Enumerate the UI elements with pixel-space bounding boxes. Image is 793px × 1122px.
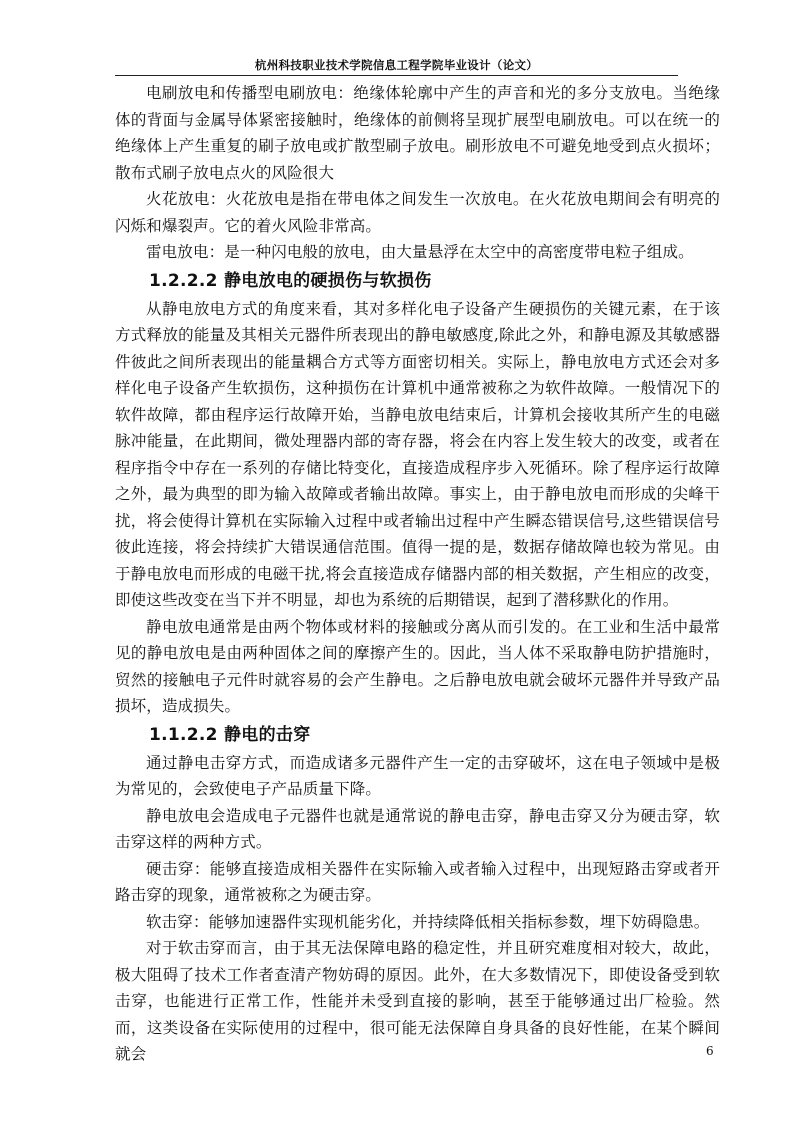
document-header: 杭州科技职业技术学院信息工程学院毕业设计（论文） <box>254 58 539 72</box>
paragraph-soft-breakdown: 软击穿：能够加速器件实现机能劣化，并持续降低相关指标参数，埋下妨碍隐患。 <box>146 912 710 931</box>
page-number: 6 <box>706 1044 714 1058</box>
section-heading-breakdown: 1.1.2.2 静电的击穿 <box>149 724 311 745</box>
paragraph-lightning-discharge: 雷电放电：是一种闪电般的放电，由大量悬浮在太空中的高密度带电粒子组成。 <box>146 243 694 261</box>
paragraph-soft-breakdown-detail: 对于软击穿而言，由于其无法保障电路的稳定性，并且研究难度相对较大，故此，极大阻碍了技术工作者查清产物妨碍的原因。此外，在大多数情况下，即使设备受到软击穿，也能进行正常工作，性能并未受到直接的影响，甚至于能够通过出厂检验。然而，这类设备在实际使用的过程中，很可能无法保障自身具备的良好性能，在某个瞬间就会 <box>115 939 720 1063</box>
paragraph-hard-breakdown: 硬击穿：能够直接造成相关器件在实际输入或者输入过程中，出现短路击穿或者开路击穿的现象，通常被称之为硬击穿。 <box>115 859 720 904</box>
document-body <box>115 80 720 1068</box>
paragraph-breakdown-intro: 通过静电击穿方式，而造成诸多元器件产生一定的击穿破坏，这在电子领域中是极为常见的，会致使电子产品质量下降。 <box>115 753 720 798</box>
paragraph-brush-discharge: 电刷放电和传播型电刷放电：绝缘体轮廓中产生的声音和光的多分支放电。当绝缘体的背面与金属导体紧密接触时，绝缘体的前侧将呈现扩展型电刷放电。可以在统一的绝缘体上产生重复的刷子放电或扩散型刷子放电。刷形放电不可避免地受到点火损坏；散布式刷子放电点火的风险很大 <box>115 84 720 182</box>
header-rule <box>115 75 678 76</box>
paragraph-breakdown-types: 静电放电会造成电子元器件也就是通常说的静电击穿，静电击穿又分为硬击穿，软击穿这样的两种方式。 <box>115 806 720 851</box>
section-heading-hard-soft-damage: 1.2.2.2 静电放电的硬损伤与软损伤 <box>149 270 432 291</box>
paragraph-hard-soft-damage: 从静电放电方式的角度来看，其对多样化电子设备产生硬损伤的关键元素，在于该方式释放的能量及其相关元器件所表现出的静电敏感度,除此之外，和静电源及其敏感器件彼此之间所表现出的能量耦合方式等方面密切相关。实际上，静电放电方式还会对多样化电子设备产生软损伤，这种损伤在计算机中通常被称之为软件故障。一般情况下的软件故障，都由程序运行故障开始，当静电放电结束后，计算机会接收其所产生的电磁脉冲能量，在此期间，微处理器内部的寄存器，将会在内容上发生较大的改变，或者在程序指令中存在一系列的存储比特变化，直接造成程序步入死循环。除了程序运行故障之外，最为典型的即为输入故障或者输出故障。事实上，由于静电放电而形成的尖峰干扰，将会使得计算机在实际输入过程中或者输出过程中产生瞬态错误信号,这些错误信号彼此连接，将会持续扩大错误通信范围。值得一提的是，数据存储故障也较为常见。由于静电放电而形成的电磁干扰,将会直接造成存储器内部的相关数据，产生相应的改变，即使这些改变在当下并不明显，却也为系统的后期错误，起到了潜移默化的作用。 <box>115 299 720 609</box>
paragraph-spark-discharge: 火花放电：火花放电是指在带电体之间发生一次放电。在火花放电期间会有明亮的闪烁和爆裂声。它的着火风险非常高。 <box>115 190 720 235</box>
paragraph-esd-causes: 静电放电通常是由两个物体或材料的接触或分离从而引发的。在工业和生活中最常见的静电放电是由两种固体之间的摩擦产生的。因此，当人体不采取静电防护措施时，贸然的接触电子元件时就容易的会产生静电。之后静电放电就会破坏元器件并导致产品损坏，造成损失。 <box>115 617 720 715</box>
